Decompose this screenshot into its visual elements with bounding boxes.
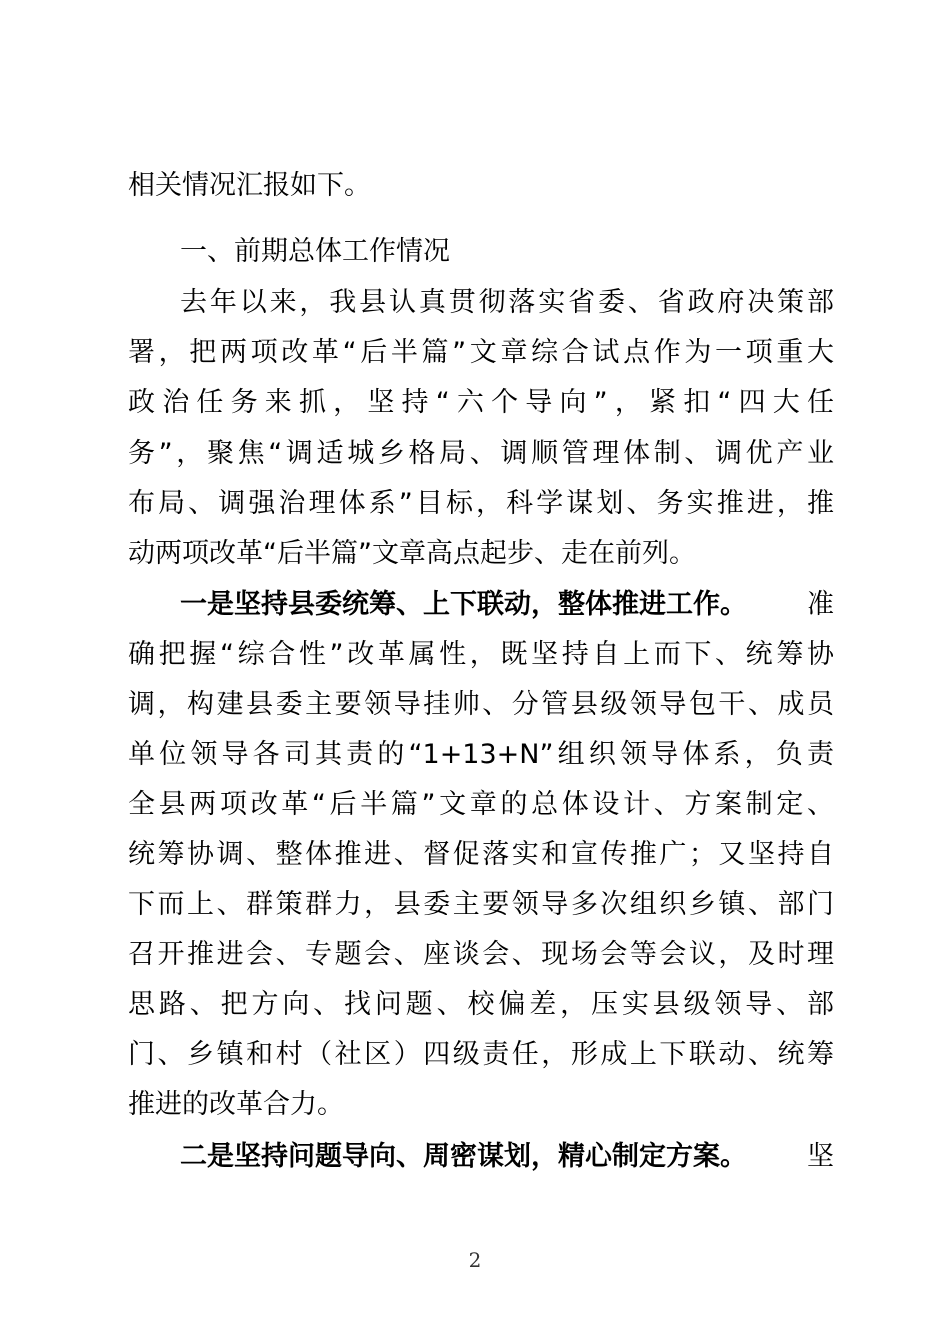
- text-line: 统筹协调、整体推进、督促落实和宣传推广；又坚持自: [128, 839, 834, 870]
- text-run: 坚: [807, 1141, 834, 1172]
- text-line: 动两项改革“后半篇”文章高点起步、走在前列。: [128, 538, 696, 569]
- text-line: 相关情况汇报如下。: [128, 170, 371, 201]
- text-line: 布局、调强治理体系”目标，科学谋划、务实推进，推: [128, 488, 834, 519]
- text-line: 调，构建县委主要领导挂帅、分管县级领导包干、成员: [128, 689, 834, 720]
- text-line: 思路、把方向、找问题、校偏差，压实县级领导、部: [128, 989, 834, 1020]
- paragraph-lead-line: [180, 587, 834, 623]
- text-line: 门、乡镇和村（社区）四级责任，形成上下联动、统筹: [128, 1039, 834, 1070]
- text-line: 确把握“综合性”改革属性，既坚持自上而下、统筹协: [128, 639, 834, 670]
- text-line: 务”，聚焦“调适城乡格局、调顺管理体制、调优产业: [128, 438, 834, 469]
- text-line: 署，把两项改革“后半篇”文章综合试点作为一项重大: [128, 337, 834, 368]
- text-run: 准: [807, 589, 834, 620]
- bold-lead-sentence: 一是坚持县委统筹、上下联动，整体推进工作。: [180, 589, 747, 620]
- text-line: 推进的改革合力。: [128, 1089, 344, 1120]
- page-number: 2: [468, 1248, 482, 1272]
- bold-lead-sentence: 二是坚持问题导向、周密谋划，精心制定方案。: [180, 1141, 747, 1172]
- paragraph-lead-line: [180, 1139, 834, 1175]
- text-line: 单位领导各司其责的“1+13+N”组织领导体系，负责: [128, 739, 834, 770]
- text-line: 去年以来，我县认真贯彻落实省委、省政府决策部: [180, 287, 834, 318]
- text-line: 全县两项改革“后半篇”文章的总体设计、方案制定、: [128, 789, 834, 820]
- text-line: 下而上、群策群力，县委主要领导多次组织乡镇、部门: [128, 889, 834, 920]
- text-line: 政治任务来抓，坚持“六个导向”，紧扣“四大任: [128, 387, 834, 418]
- text-line: 召开推进会、专题会、座谈会、现场会等会议，及时理: [128, 939, 834, 970]
- section-heading: 一、前期总体工作情况: [180, 236, 450, 267]
